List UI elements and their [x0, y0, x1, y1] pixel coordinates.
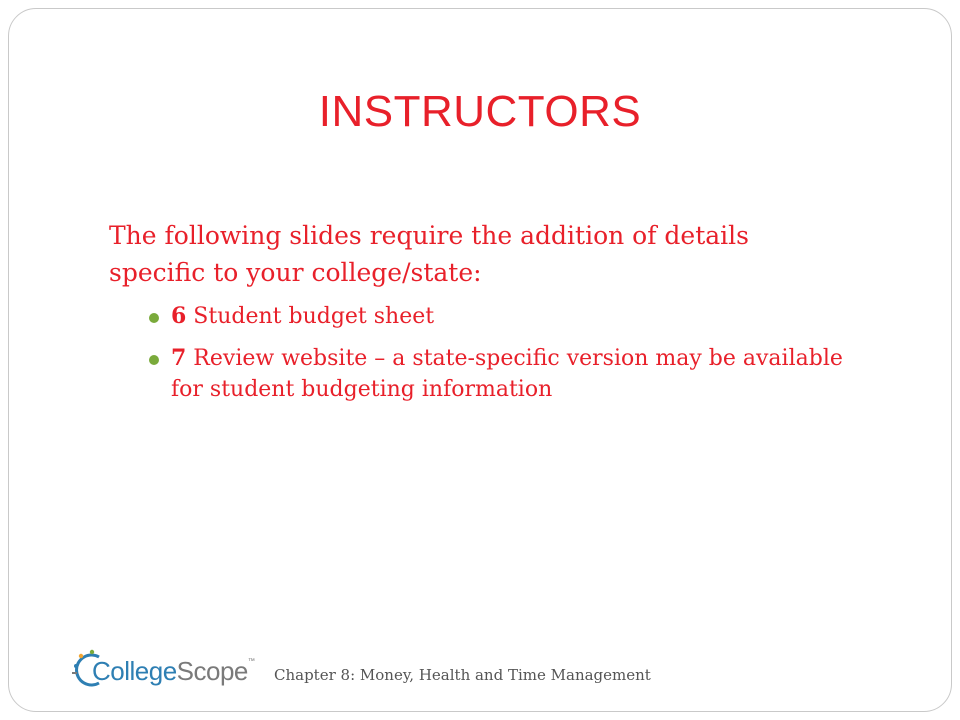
collegescope-logo: [72, 648, 255, 692]
slide-body: [109, 217, 849, 416]
slide: [8, 8, 952, 712]
bullet-dot-icon: [149, 313, 159, 323]
logo-wordmark: CollegeScope™: [92, 656, 255, 686]
bullet-item: [149, 301, 849, 332]
bullet-text: Review website – a state-specific version may be available for student budgeting information: [171, 346, 843, 402]
bullet-number: 6: [171, 303, 187, 329]
lead-paragraph: The following slides require the addition of details specific to your college/state:: [109, 221, 750, 287]
bullet-number: 7: [171, 345, 187, 371]
slide-title: INSTRUCTORS: [318, 87, 642, 136]
footer-chapter: Chapter 8: Money, Health and Time Management: [274, 666, 651, 684]
bullet-text: Student budget sheet: [186, 304, 435, 329]
bullet-dot-icon: [149, 355, 159, 365]
bullet-list: [109, 301, 849, 405]
bullet-item: [149, 343, 849, 405]
